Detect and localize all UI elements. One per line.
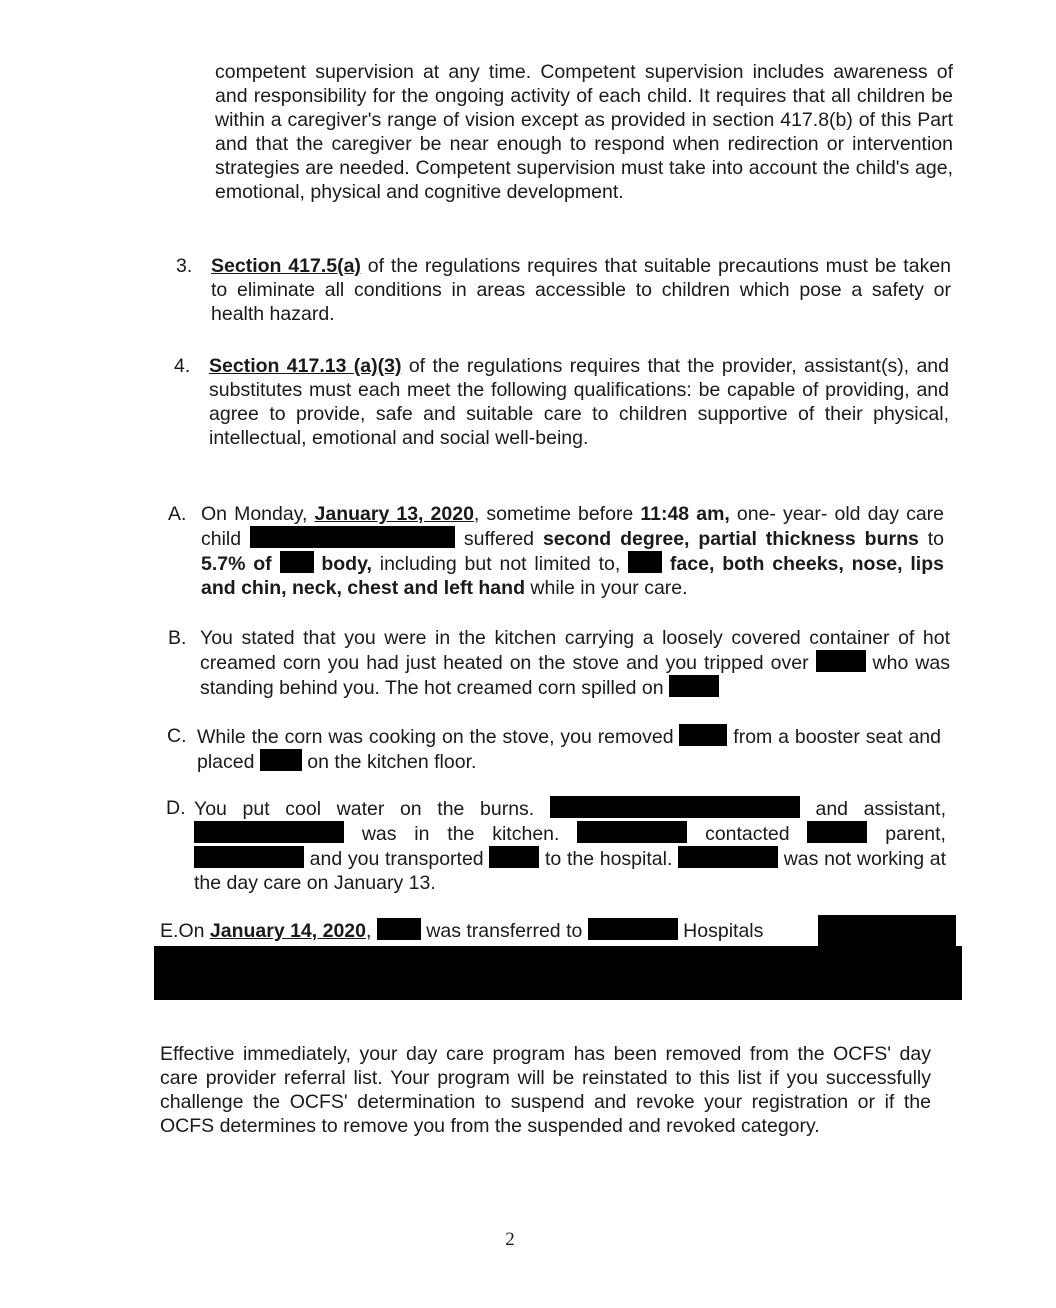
finding-letter: A. <box>168 503 187 525</box>
regulation-text: Section 417.5(a) of the regulations requires that suitable precautions must be taken to eliminate all conditions in areas accessible to children which pose a safety or health hazard. <box>211 255 952 325</box>
redaction-box <box>489 846 539 868</box>
regulation-item-4 <box>174 354 950 464</box>
finding-letter: C. <box>167 725 187 747</box>
redaction-box <box>577 821 687 843</box>
regulation-item-3 <box>176 254 952 334</box>
redaction-box <box>816 650 866 672</box>
finding-text: E.On January 14, 2020, was transferred to Hospitals <box>160 920 764 942</box>
redaction-box <box>280 551 314 573</box>
regulation-number: 3. <box>176 255 193 277</box>
redaction-box <box>679 724 727 746</box>
regulation-text: Section 417.13 (a)(3) of the regulations requires that the provider, assistant(s), and substitutes must each meet the following qualifications: be capable of providing, and agree to provide, safe and suitable care to children supportive of their physical, intellectual, emotional and social well-being. <box>209 355 949 449</box>
finding-letter: B. <box>168 627 187 649</box>
regulation-section-ref: Section 417.5(a) <box>211 255 361 277</box>
finding-c <box>167 724 941 776</box>
finding-text: On Monday, January 13, 2020, sometime before 11:48 am, one- year- old day care child suffered second degree, partial thickness burns to 5.7% of body, including but not limited to, face, both cheeks, nose, lips and chin, neck, chest and left hand while in your care. <box>201 503 945 599</box>
finding-a <box>168 502 946 602</box>
redaction-box <box>377 918 421 940</box>
redaction-block <box>818 915 956 947</box>
redaction-box <box>588 918 678 940</box>
intro-paragraph: competent supervision at any time. Competent supervision includes awareness of and responsibility for the ongoing activity of each child. It requires that all children be within a caregiver's range of vision except as provided in section 417.8(b) of this Part and that the caregiver be near enough to respond when redirection or intervention strategies are needed. Competent supervision must take into account the child's age, emotional, physical and cognitive development. <box>215 61 953 203</box>
finding-text: You stated that you were in the kitchen carrying a loosely covered container of hot creamed corn you had just heated on the stove and you tripped over who was standing behind you. The hot creamed corn spilled on <box>200 627 950 699</box>
finding-letter: E. <box>160 920 179 942</box>
redaction-box <box>550 796 800 818</box>
finding-letter: D. <box>166 797 186 819</box>
redaction-box <box>250 526 455 548</box>
redaction-box <box>669 675 719 697</box>
redaction-box <box>194 821 344 843</box>
page-number: 2 <box>505 1229 515 1250</box>
redaction-box <box>628 551 662 573</box>
redaction-box <box>260 749 302 771</box>
finding-text: You put cool water on the burns. and assistant, was in the kitchen. contacted parent, and you transported to the hospital. was not working at the day care on January 13. <box>194 798 946 894</box>
finding-text: While the corn was cooking on the stove, you removed from a booster seat and placed on the kitchen floor. <box>197 726 941 773</box>
redaction-block <box>154 946 962 1000</box>
finding-b <box>168 626 950 702</box>
redaction-box <box>678 846 778 868</box>
redaction-box <box>194 846 304 868</box>
regulation-number: 4. <box>174 355 191 377</box>
redaction-box <box>807 821 867 843</box>
closing-paragraph: Effective immediately, your day care program has been removed from the OCFS' day care provider referral list. Your program will be reinstated to this list if you successfully challenge the OCFS' determination to suspend and revoke your registration or if the OCFS determines to remove you from the suspended and revoked category. <box>160 1043 931 1137</box>
regulation-section-ref: Section 417.13 (a)(3) <box>209 355 402 377</box>
finding-d <box>166 796 946 896</box>
